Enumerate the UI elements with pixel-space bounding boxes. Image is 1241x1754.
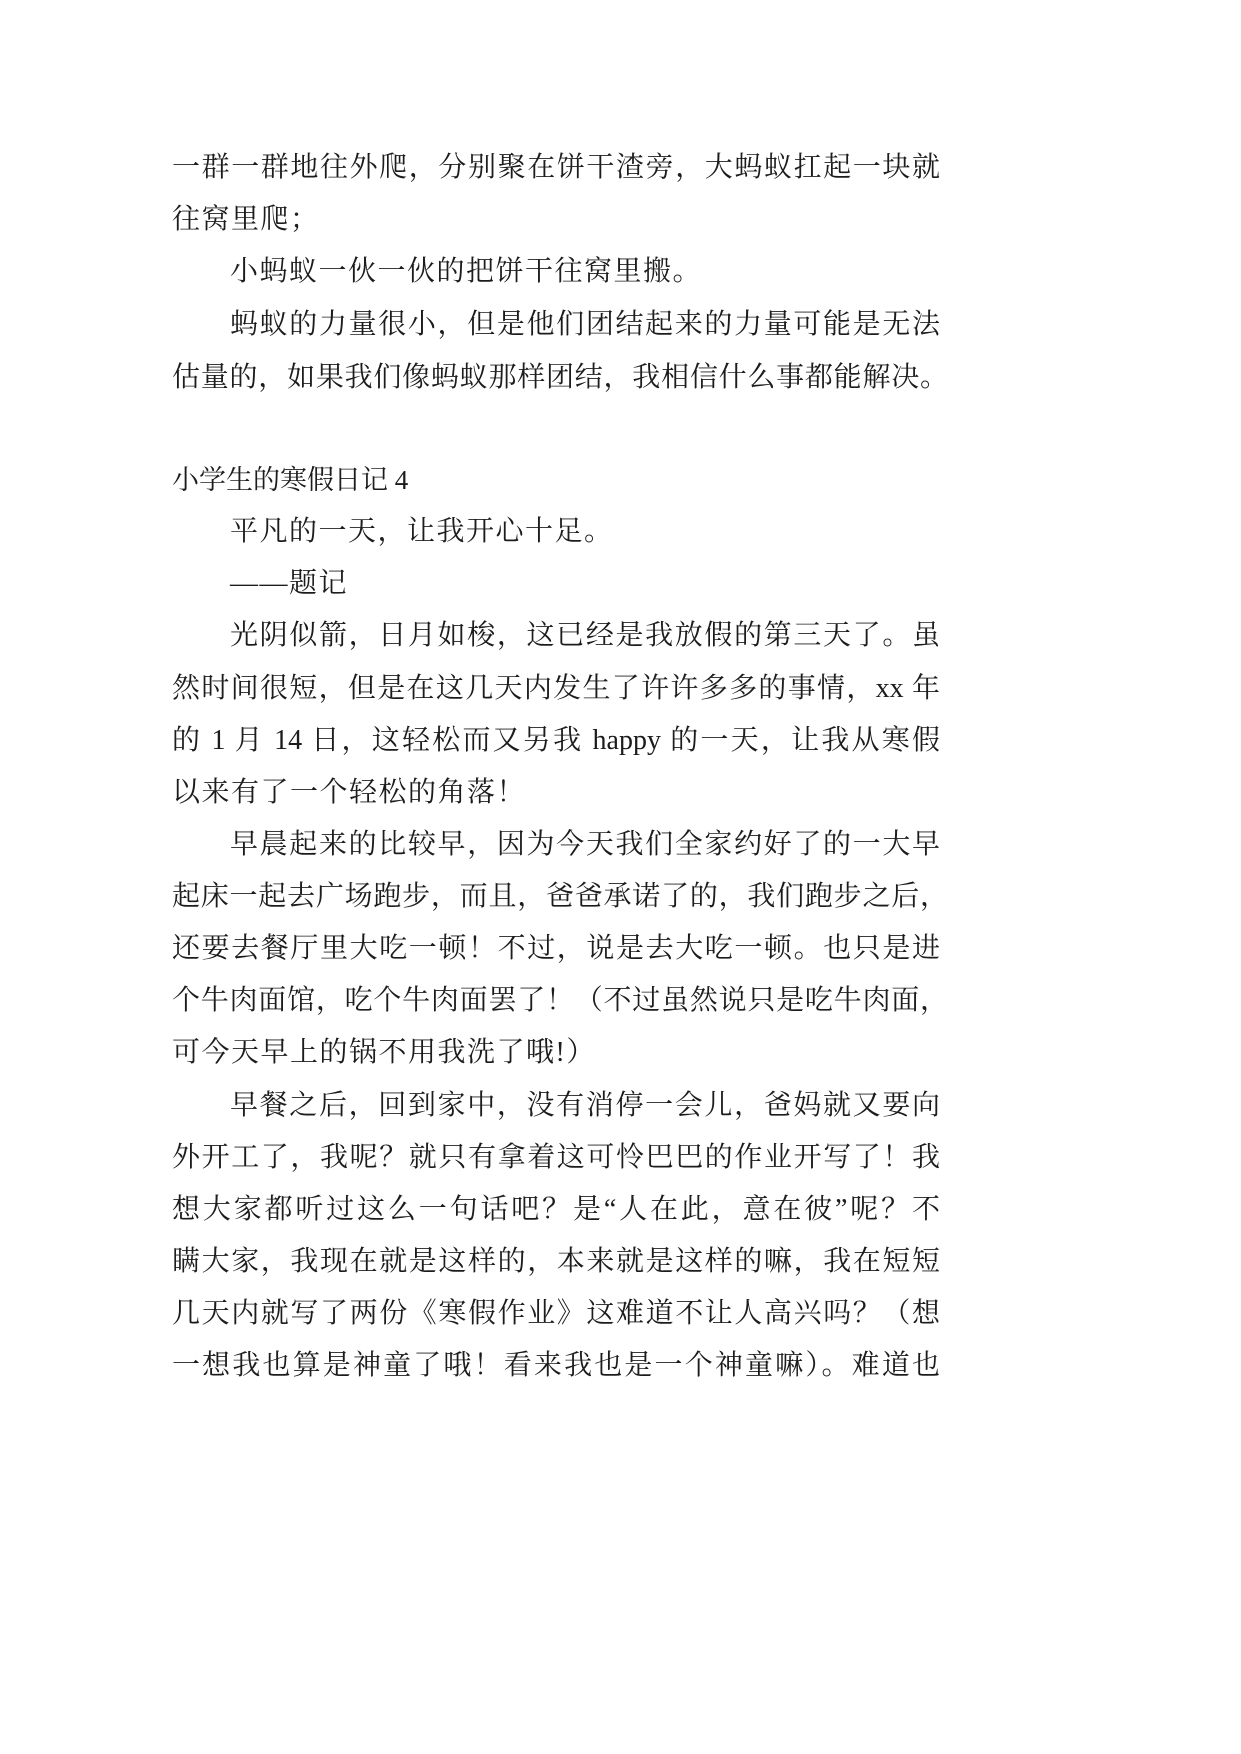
epigraph: 平凡的一天，让我开心十足。 bbox=[230, 516, 614, 547]
text-line: 可今天早上的锅不用我洗了哦!） bbox=[172, 1037, 596, 1068]
text-line: 估量的，如果我们像蚂蚁那样团结，我相信什么事都能解决。 bbox=[172, 362, 948, 393]
text-line: 小蚂蚁一伙一伙的把饼干往窝里搬。 bbox=[230, 256, 703, 287]
text-line: 起床一起去广场跑步，而且，爸爸承诺了的，我们跑步之后， bbox=[172, 881, 948, 912]
text-line: 瞒大家，我现在就是这样的，本来就是这样的嘛，我在短短 bbox=[172, 1246, 940, 1277]
text-line: 蚂蚁的力量很小，但是他们团结起来的力量可能是无法 bbox=[230, 309, 940, 340]
text-line: 早晨起来的比较早，因为今天我们全家约好了的一大早 bbox=[230, 829, 940, 860]
text-line: 光阴似箭，日月如梭，这已经是我放假的第三天了。虽 bbox=[230, 620, 940, 651]
text-line: 然时间很短，但是在这几天内发生了许许多多的事情，xx 年 bbox=[172, 673, 940, 704]
text-line: 以来有了一个轻松的角落！ bbox=[172, 777, 527, 808]
text-line: 一群一群地往外爬，分别聚在饼干渣旁，大蚂蚁扛起一块就 bbox=[172, 152, 940, 183]
text-line: 个牛肉面馆，吃个牛肉面罢了！（不过虽然说只是吃牛肉面， bbox=[172, 985, 948, 1016]
epigraph-source: ——题记 bbox=[230, 568, 349, 599]
text-line: 一想我也算是神童了哦！看来我也是一个神童嘛）。难道也 bbox=[172, 1350, 940, 1381]
entry-title: 小学生的寒假日记 4 bbox=[172, 465, 409, 495]
text-line: 往窝里爬； bbox=[172, 204, 320, 235]
text-line: 几天内就写了两份《寒假作业》这难道不让人高兴吗？（想 bbox=[172, 1298, 940, 1329]
text-line: 外开工了，我呢？就只有拿着这可怜巴巴的作业开写了！我 bbox=[172, 1142, 940, 1173]
text-line: 早餐之后，回到家中，没有消停一会儿，爸妈就又要向 bbox=[230, 1090, 940, 1121]
text-line: 想大家都听过这么一句话吧？是“人在此，意在彼”呢？不 bbox=[172, 1194, 940, 1225]
text-line: 还要去餐厅里大吃一顿！不过，说是去大吃一顿。也只是进 bbox=[172, 933, 940, 964]
text-line: 的 1 月 14 日，这轻松而又另我 happy 的一天，让我从寒假 bbox=[172, 725, 940, 756]
